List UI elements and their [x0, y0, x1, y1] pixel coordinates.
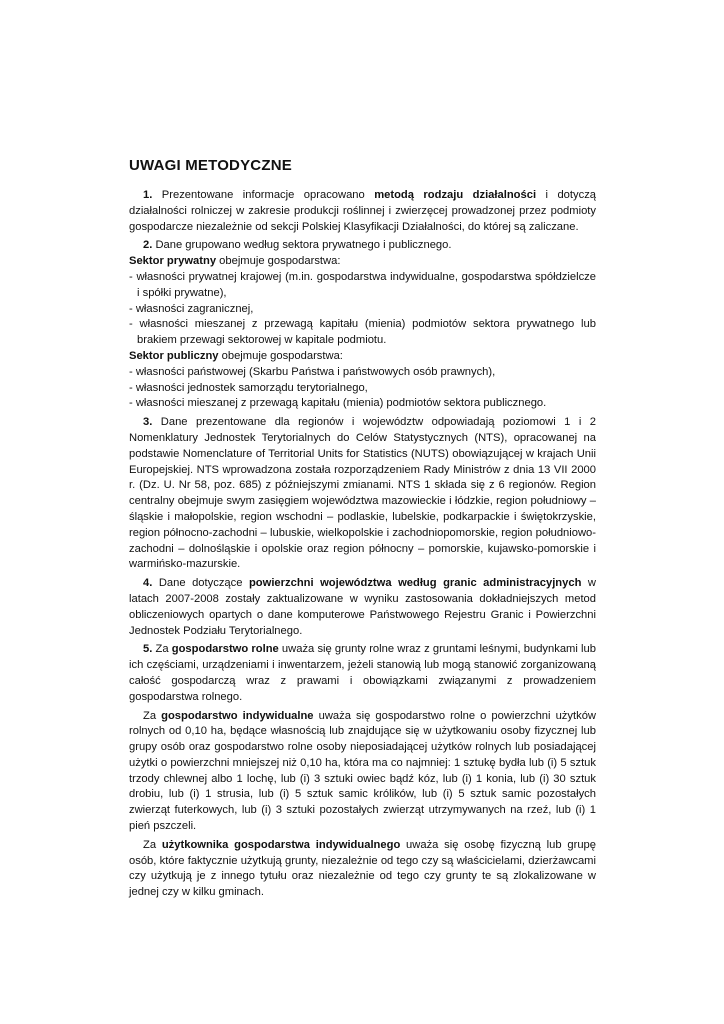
paragraph-6	[129, 709, 596, 835]
paragraph-text: Dane dotyczące	[152, 577, 249, 590]
paragraph-number: 4.	[143, 577, 153, 590]
paragraph-text: uważa się gospodarstwo rolne o powierzchni użytków rolnych od 0,10 ha, będące własnością lub znajdujące się w użytkowaniu osoby fizycznej lub grupy osób oraz gospodarstwo rolne osoby nieposiadającej użytków rolnych lub posiadającej użytki o powierzchni mniejszej niż 0,10 ha, która ma co najmniej: 1 sztukę bydła lub (i) 5 sztuk trzody chlewnej albo 1 lochę, lub (i) 3 sztuki owiec bądź kóz, lub (i) 1 konia, lub (i) 30 sztuk drobiu, lub (i) 1 strusia, lub (i) 5 sztuk samic królików, lub (i) 5 sztuk samic pozostałych zwierząt futerkowych, lub (i) 3 sztuki pozostałych zwierząt utrzymywanych na rzeź, lub (i) 1 pień pszczeli.	[129, 709, 597, 833]
paragraph-text: Za	[143, 709, 162, 722]
paragraph-number: 2.	[143, 239, 153, 252]
bold-term: gospodarstwo indywidualne	[161, 709, 314, 722]
paragraph-text: uważa się grunty rolne wraz z gruntami leśnymi, budynkami lub ich częściami, urządzeniami i inwentarzem, jeżeli stanowią lub mogą stanowić zorganizowaną całość gospodarczą wraz z prawami i obowiązkami związanymi z prowadzeniem gospodarstwa rolnego.	[129, 643, 596, 703]
document-page	[129, 157, 596, 901]
paragraph-text: obejmuje gospodarstwa:	[218, 349, 343, 362]
paragraph-text: obejmuje gospodarstwa:	[216, 255, 341, 268]
list-item: - własności państwowej (Skarbu Państwa i państwowych osób prawnych),	[129, 365, 496, 378]
list-item: - własności mieszanej z przewagą kapitału (mienia) podmiotów sektora publicznego.	[129, 397, 547, 410]
paragraph-text: Dane prezentowane dla regionów i województw odpowiadają poziomowi 1 i 2 Nomenklatury Jednostek Terytorialnych do Celów Statystycznych (NTS), opracowanej na podstawie Nomenclature of Territorial Units for Statistics (NUTS) obowiązującej w krajach Unii Europejskiej. NTS wprowadzona została rozporządzeniem Rady Ministrów z dnia 13 VII 2000 r. (Dz. U. Nr 58, poz. 685) z późniejszymi zmianami. NTS 1 składa się z 6 regionów. Region centralny obejmuje swym zasięgiem województwa mazowieckie i łódzkie, region południowy – śląskie i małopolskie, region wschodni – podlaskie, lubelskie, podkarpackie i świętokrzyskie, region północno-zachodni – lubuskie, wielkopolskie i zachodniopomorskie, region południowo-zachodni – dolnośląskie i opolskie oraz region północny – pomorskie, kujawsko-pomorskie i warmińsko-mazurskie.	[129, 416, 596, 571]
list-item: - własności zagranicznej,	[129, 302, 254, 315]
paragraph-number: 5.	[143, 643, 153, 656]
paragraph-text: Prezentowane informacje opracowano	[152, 189, 375, 201]
paragraph-text: Za	[152, 643, 172, 656]
page-title: UWAGI METODYCZNE	[129, 157, 292, 174]
paragraph-text: Dane grupowano według sektora prywatnego i publicznego.	[152, 239, 452, 252]
bold-term: powierzchni województwa według granic administracyjnych	[248, 577, 582, 590]
paragraph-3	[129, 415, 596, 573]
paragraph-5	[129, 642, 596, 705]
private-sector-heading	[129, 254, 596, 270]
paragraph-text: Za	[143, 838, 162, 851]
bold-term: Sektor prywatny	[129, 255, 217, 268]
list-item: - własności jednostek samorządu terytorialnego,	[129, 381, 368, 394]
paragraph-number: 3.	[143, 416, 153, 429]
bold-term: gospodarstwo rolne	[171, 643, 279, 656]
paragraph-text: w latach 2007-2008 zostały zaktualizowane w wyniku zastosowania dokładniejszych metod obliczeniowych opartych o dane komputerowe Państwowego Rejestru Granic i Powierzchni Jednostek Podziału Terytorialnego.	[129, 577, 596, 637]
paragraph-1	[129, 188, 596, 235]
paragraph-number: 1.	[143, 189, 153, 201]
paragraph-text: uważa się osobę fizyczną lub grupę osób, które faktycznie użytkują grunty, niezależnie od tego czy są właścicielami, dzierżawcami czy użytkują je z innego tytułu oraz niezależnie od tego czy grunty te są zlokalizowane w jednej czy w kilku gminach.	[129, 838, 596, 899]
paragraph-7	[129, 838, 596, 901]
paragraph-text: i dotyczą działalności rolniczej w zakresie produkcji roślinnej i zwierzęcej prowadzonej przez podmioty gospodarcze niezależnie od sekcji Polskiej Klasyfikacji Działalności, do której są zaliczane.	[129, 189, 597, 233]
paragraph-4	[129, 576, 596, 639]
bold-term: Sektor publiczny	[129, 349, 219, 362]
list-item: - własności prywatnej krajowej (m.in. gospodarstwa indywidualne, gospodarstwa spółdzielcze i spółki prywatne),	[129, 270, 596, 299]
paragraph-2	[129, 238, 596, 254]
public-sector-heading	[129, 349, 596, 365]
bold-term: metodą rodzaju działalności	[374, 189, 537, 201]
list-item: - własności mieszanej z przewagą kapitału (mienia) podmiotów sektora prywatnego lub brakiem przewagi sektorowej w kapitale podmiotu.	[129, 318, 596, 347]
bold-term: użytkownika gospodarstwa indywidualnego	[161, 838, 401, 851]
